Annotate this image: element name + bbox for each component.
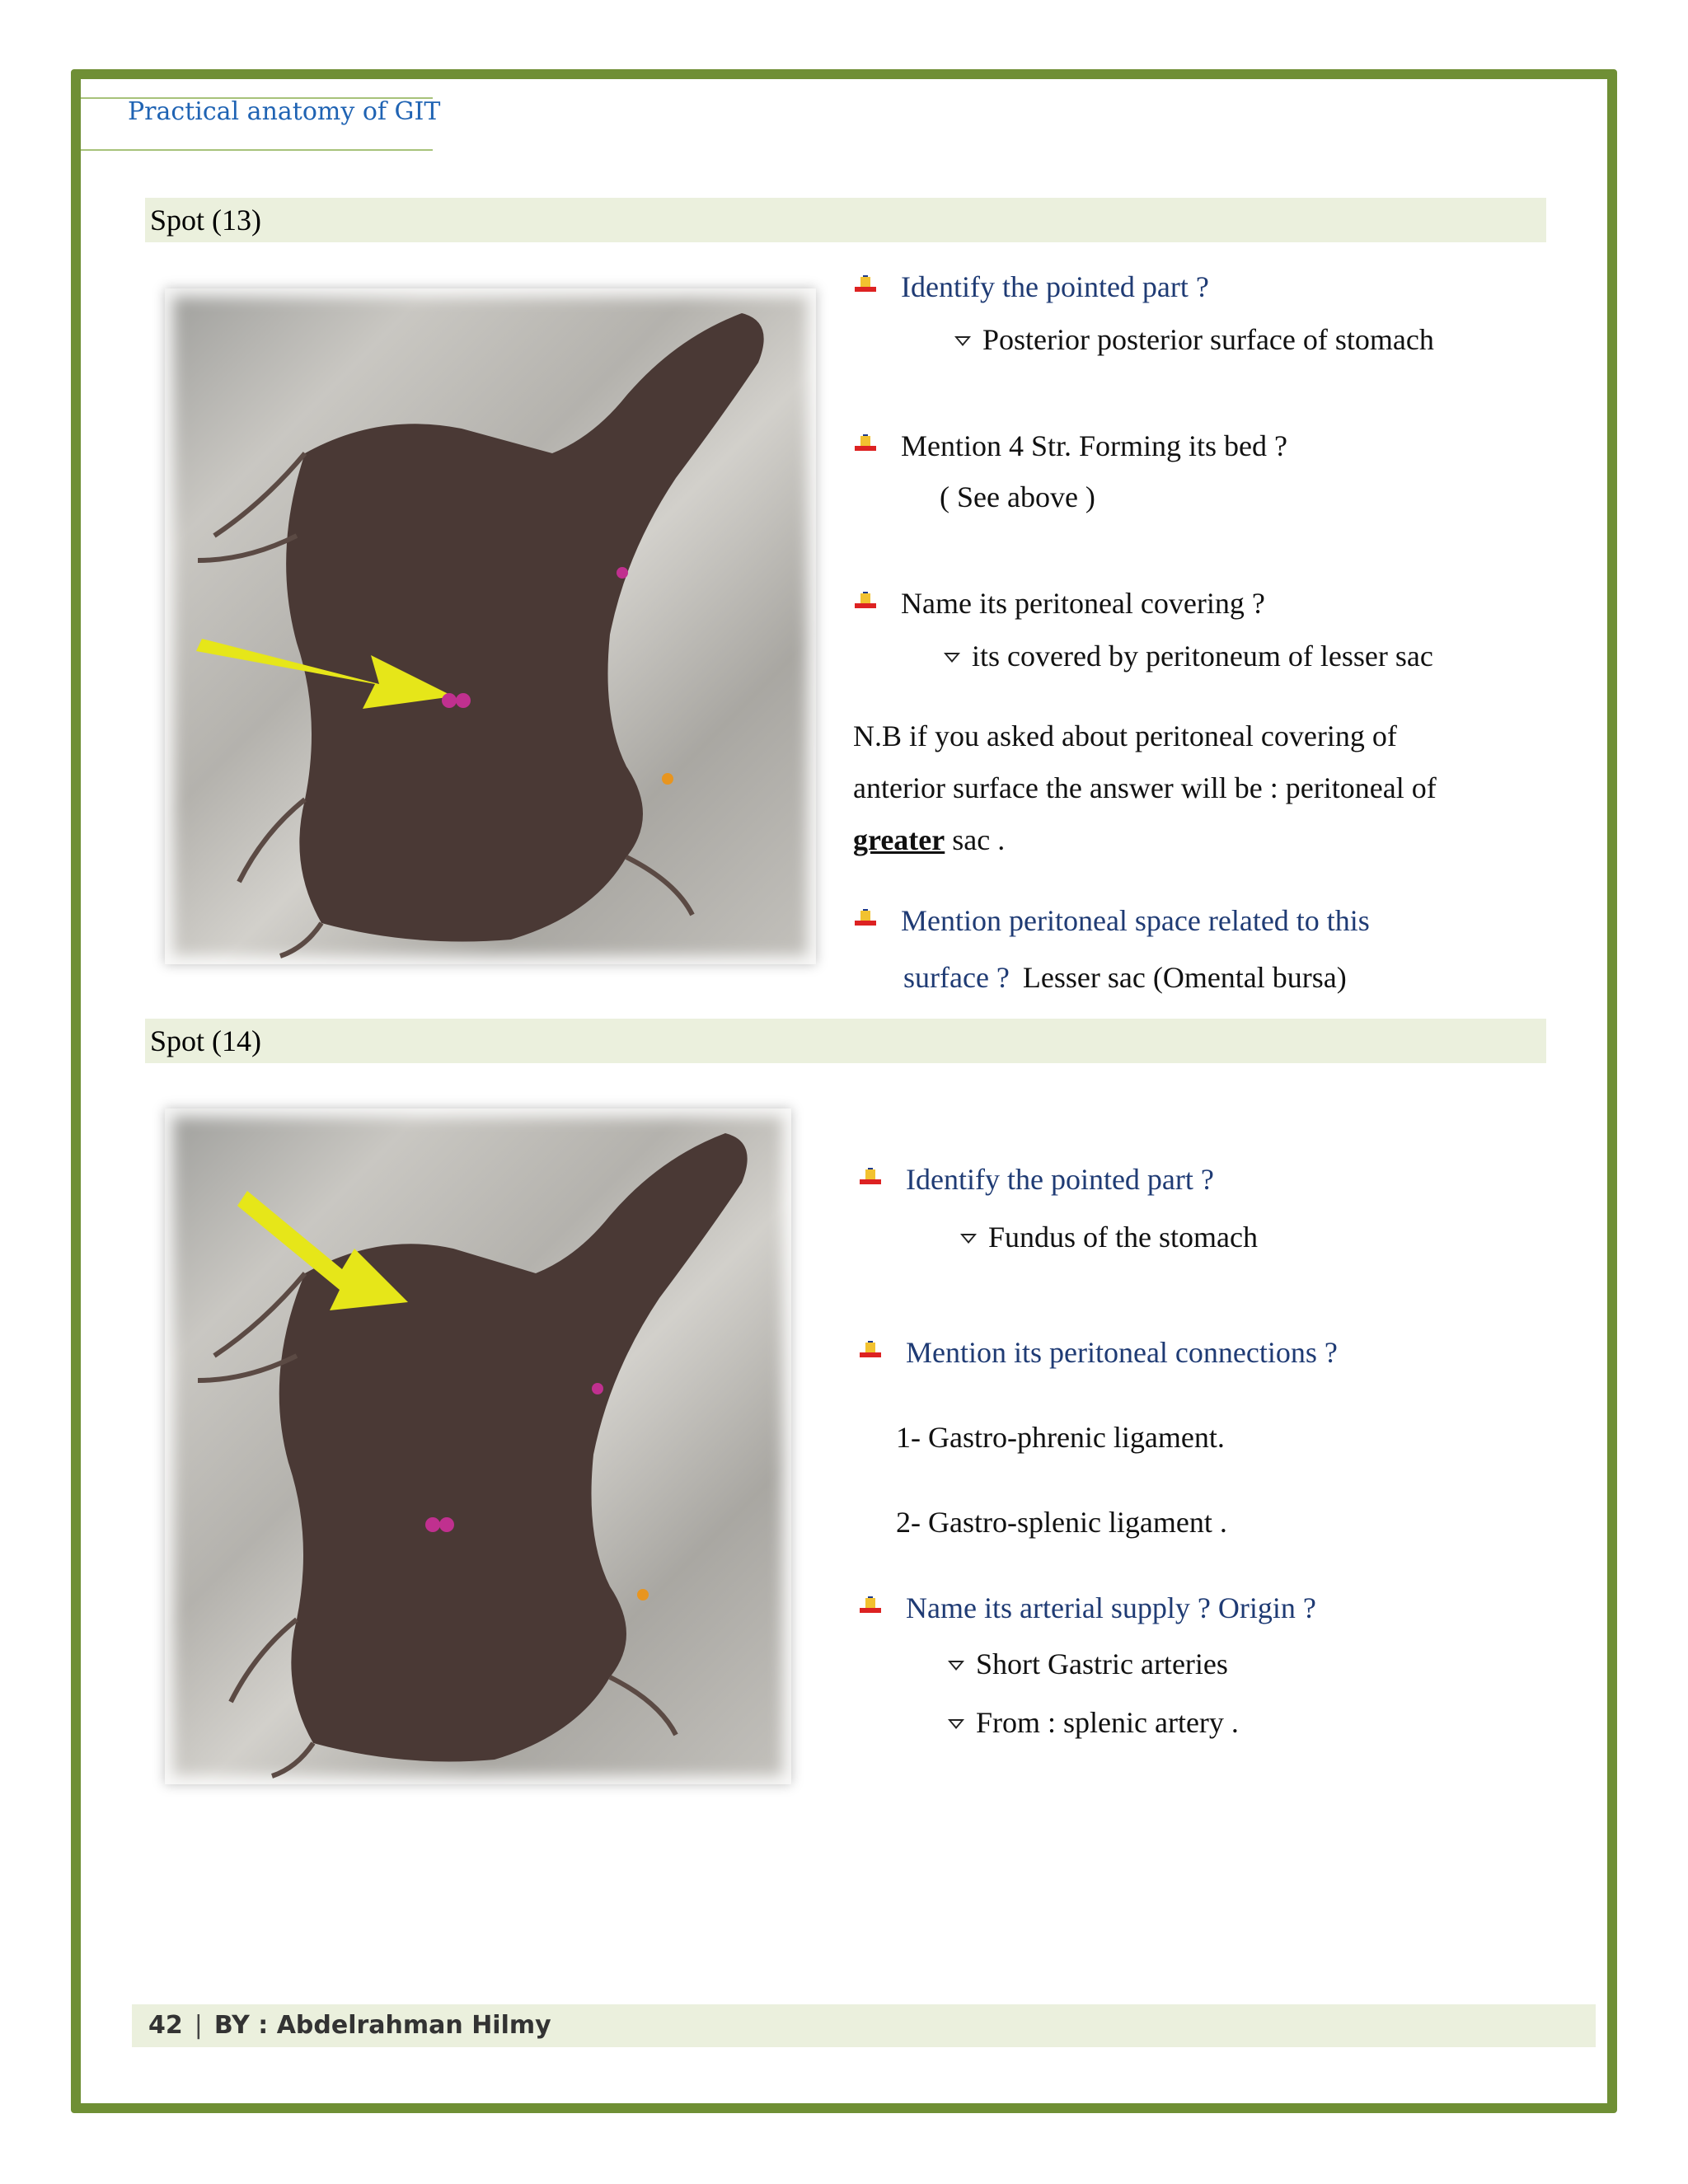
arrow-bullet-icon bbox=[855, 434, 876, 457]
spot-13-question-3: Name its peritoneal covering ? bbox=[855, 586, 1265, 621]
spot-14-question-2: Mention its peritoneal connections ? bbox=[860, 1335, 1338, 1370]
pin-head-3 bbox=[617, 567, 628, 579]
spot-13-heading: Spot (13) bbox=[145, 198, 1546, 242]
pin-head-4 bbox=[637, 1589, 649, 1601]
arrow-bullet-icon bbox=[855, 275, 876, 298]
spot-14-answer-2-1: 1- Gastro-phrenic ligament. bbox=[896, 1421, 1225, 1454]
spot-14-answer-3-1: Short Gastric arteries bbox=[948, 1647, 1228, 1681]
spot-13-question-2: Mention 4 Str. Forming its bed ? bbox=[855, 429, 1287, 463]
spot-13-note: N.B if you asked about peritoneal covering of anterior surface the answer will be : peritoneal of greater sac . bbox=[853, 719, 1437, 856]
spot-13-question-1: Identify the pointed part ? bbox=[855, 269, 1209, 304]
arrow-bullet-icon bbox=[855, 909, 876, 932]
arrow-bullet-icon bbox=[860, 1168, 881, 1191]
pin-head-2 bbox=[439, 1517, 454, 1532]
spot-14-answer-3-2: From : splenic artery . bbox=[948, 1705, 1239, 1740]
page-number: 42 bbox=[148, 2011, 183, 2040]
stomach-specimen-photo-13 bbox=[165, 288, 816, 964]
triangle-bullet-icon bbox=[948, 1719, 964, 1729]
stomach-specimen-photo-14 bbox=[165, 1108, 791, 1784]
arrow-bullet-icon bbox=[860, 1341, 881, 1364]
specimen-illustration bbox=[165, 288, 816, 964]
arrow-bullet-icon bbox=[855, 592, 876, 615]
page-footer bbox=[132, 2004, 1596, 2047]
spot-14-question-3: Name its arterial supply ? Origin ? bbox=[860, 1591, 1316, 1625]
stomach-specimen bbox=[279, 1133, 748, 1762]
pin-head-1 bbox=[425, 1517, 440, 1532]
spot-13-answer-3: its covered by peritoneum of lesser sac bbox=[944, 639, 1433, 673]
arrow-bullet-icon bbox=[860, 1596, 881, 1619]
spot-13-question-4-cont: surface ? Lesser sac (Omental bursa) bbox=[903, 961, 1347, 994]
spot-13-answer-1: Posterior posterior surface of stomach bbox=[954, 322, 1434, 357]
spot-14-heading: Spot (14) bbox=[145, 1019, 1546, 1063]
triangle-bullet-icon bbox=[954, 336, 971, 346]
spot-14-answer-2-2: 2- Gastro-splenic ligament . bbox=[896, 1506, 1227, 1539]
header-rule-bottom bbox=[81, 149, 433, 151]
author-credit: BY : Abdelrahman Hilmy bbox=[213, 2011, 551, 2040]
pin-head-1 bbox=[442, 693, 457, 708]
triangle-bullet-icon bbox=[960, 1234, 977, 1244]
spot-13-answer-2: ( See above ) bbox=[940, 480, 1095, 513]
pin-head-2 bbox=[456, 693, 471, 708]
spot-13-answer-4: Lesser sac (Omental bursa) bbox=[1022, 961, 1347, 994]
pin-head-4 bbox=[662, 773, 673, 785]
pin-head-3 bbox=[592, 1383, 603, 1394]
spot-14-question-1: Identify the pointed part ? bbox=[860, 1162, 1214, 1197]
spot-14-answer-1: Fundus of the stomach bbox=[960, 1220, 1258, 1254]
triangle-bullet-icon bbox=[948, 1661, 964, 1671]
specimen-illustration bbox=[165, 1108, 791, 1784]
stomach-specimen bbox=[286, 313, 764, 942]
running-header: Practical anatomy of GIT bbox=[128, 97, 441, 126]
triangle-bullet-icon bbox=[944, 653, 960, 663]
footer-separator: | bbox=[194, 2011, 203, 2040]
spot-13-question-4: Mention peritoneal space related to this bbox=[855, 903, 1370, 938]
